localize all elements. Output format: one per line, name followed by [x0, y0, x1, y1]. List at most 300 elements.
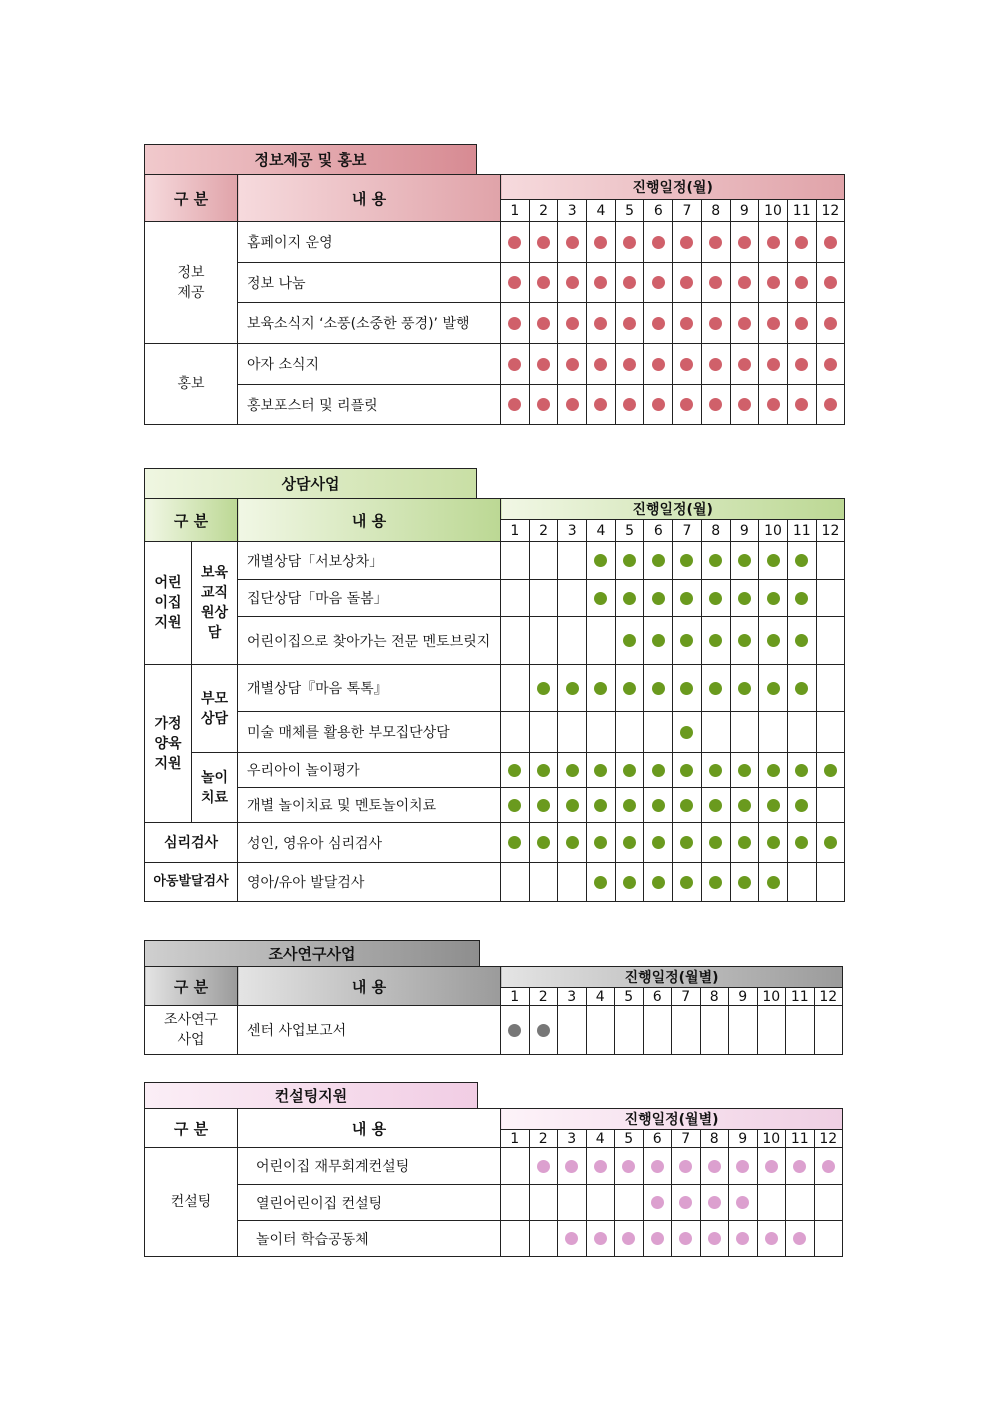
schedule-dot — [566, 358, 579, 371]
month-cell-2 — [529, 263, 558, 303]
month-cell-3 — [558, 753, 587, 788]
content-cell: 영아/유아 발달검사 — [238, 863, 501, 902]
schedule-header: 진행일정(월) — [501, 175, 845, 200]
section-title-text: 정보제공 및 홍보 — [254, 151, 367, 169]
month-cell-10 — [759, 542, 788, 580]
schedule-dot — [767, 836, 780, 849]
schedule-header: 진행일정(월별) — [501, 967, 843, 988]
month-cell-8 — [700, 1006, 729, 1055]
month-cell-1 — [501, 753, 530, 788]
month-cell-3 — [558, 263, 587, 303]
schedule-dot — [594, 799, 607, 812]
section-title — [144, 1082, 478, 1108]
month-cell-1 — [501, 1221, 530, 1257]
schedule-dot — [824, 317, 837, 330]
month-cell-8 — [701, 222, 730, 263]
schedule-dot — [709, 876, 722, 889]
schedule-dot — [680, 554, 693, 567]
month-cell-4 — [587, 712, 616, 753]
schedule-dot — [652, 276, 665, 289]
schedule-dot — [767, 554, 780, 567]
schedule-dot — [738, 236, 751, 249]
schedule-dot — [824, 398, 837, 411]
month-cell-7 — [673, 385, 702, 425]
month-cell-12 — [816, 385, 845, 425]
month-cell-11 — [786, 1006, 815, 1055]
schedule-dot — [594, 236, 607, 249]
category-cell — [145, 665, 192, 823]
section-title-text: 상담사업 — [281, 475, 340, 493]
month-header-4: 4 — [586, 988, 615, 1006]
month-header-9: 9 — [730, 200, 759, 222]
content-cell: 어린이집으로 찾아가는 전문 멘토브릿지 — [238, 617, 501, 665]
content-cell: 성인, 영유아 심리검사 — [238, 823, 501, 863]
month-cell-2 — [529, 863, 558, 902]
schedule-dot — [709, 799, 722, 812]
content-cell: 홈페이지 운영 — [238, 222, 501, 263]
schedule-dot — [824, 236, 837, 249]
schedule-dot — [680, 398, 693, 411]
month-cell-11 — [787, 303, 816, 344]
schedule-table — [144, 1108, 843, 1257]
schedule-dot — [824, 358, 837, 371]
month-header-8: 8 — [700, 988, 729, 1006]
month-header-11: 11 — [787, 200, 816, 222]
content-cell: 아자 소식지 — [238, 344, 501, 385]
month-header-9: 9 — [730, 520, 759, 542]
schedule-dot — [767, 799, 780, 812]
schedule-dot — [508, 398, 521, 411]
schedule-dot — [537, 682, 550, 695]
content-cell: 어린이집 재무회계컨설팅 — [238, 1148, 501, 1185]
month-cell-4 — [586, 1148, 615, 1185]
schedule-dot — [508, 317, 521, 330]
month-cell-4 — [587, 303, 616, 344]
month-cell-2 — [529, 303, 558, 344]
month-cell-6 — [643, 1185, 672, 1221]
category-label: 홍보 — [177, 376, 205, 392]
month-header-12: 12 — [816, 200, 845, 222]
month-cell-10 — [759, 263, 788, 303]
category-cell — [145, 344, 238, 425]
schedule-dot — [652, 236, 665, 249]
month-cell-8 — [701, 788, 730, 823]
schedule-dot — [594, 876, 607, 889]
schedule-dot — [594, 276, 607, 289]
schedule-dot — [508, 836, 521, 849]
month-cell-8 — [701, 542, 730, 580]
month-cell-5 — [615, 303, 644, 344]
schedule-dot — [709, 276, 722, 289]
month-header-4: 4 — [586, 1130, 615, 1148]
schedule-dot — [767, 682, 780, 695]
month-cell-2 — [529, 1221, 558, 1257]
month-cell-4 — [586, 1185, 615, 1221]
content-cell: 홍보포스터 및 리플릿 — [238, 385, 501, 425]
month-cell-11 — [786, 1185, 815, 1221]
schedule-dot — [738, 592, 751, 605]
month-header-5: 5 — [615, 520, 644, 542]
month-cell-9 — [730, 863, 759, 902]
schedule-dot — [623, 634, 636, 647]
month-cell-2 — [529, 1148, 558, 1185]
month-cell-3 — [558, 542, 587, 580]
schedule-dot — [765, 1232, 778, 1245]
month-cell-1 — [501, 617, 530, 665]
month-cell-9 — [730, 303, 759, 344]
month-header-3: 3 — [558, 1130, 587, 1148]
month-cell-9 — [730, 617, 759, 665]
month-cell-5 — [615, 222, 644, 263]
month-header-3: 3 — [558, 988, 587, 1006]
month-header-6: 6 — [644, 520, 673, 542]
month-header-8: 8 — [701, 520, 730, 542]
month-header-7: 7 — [672, 1130, 701, 1148]
schedule-dot — [652, 317, 665, 330]
month-cell-8 — [701, 580, 730, 617]
subcategory-cell — [192, 665, 238, 753]
month-cell-7 — [672, 1148, 701, 1185]
month-cell-11 — [787, 617, 816, 665]
month-cell-9 — [729, 1006, 758, 1055]
month-cell-6 — [643, 1006, 672, 1055]
schedule-dot — [795, 764, 808, 777]
schedule-dot — [680, 726, 693, 739]
month-cell-1 — [501, 344, 530, 385]
month-cell-11 — [787, 665, 816, 712]
month-cell-6 — [644, 542, 673, 580]
schedule-dot — [767, 764, 780, 777]
subcategory-label: 부모 상담 — [200, 690, 229, 727]
schedule-dot — [622, 1160, 635, 1173]
schedule-dot — [738, 876, 751, 889]
schedule-dot — [738, 836, 751, 849]
schedule-dot — [652, 554, 665, 567]
month-cell-3 — [558, 617, 587, 665]
month-cell-9 — [730, 823, 759, 863]
schedule-dot — [709, 554, 722, 567]
schedule-dot — [508, 358, 521, 371]
month-cell-10 — [759, 617, 788, 665]
month-cell-10 — [759, 303, 788, 344]
month-cell-5 — [615, 385, 644, 425]
schedule-dot — [594, 592, 607, 605]
month-cell-4 — [587, 617, 616, 665]
month-cell-2 — [529, 712, 558, 753]
month-header-2: 2 — [529, 520, 558, 542]
month-cell-4 — [587, 580, 616, 617]
schedule-dot — [795, 836, 808, 849]
content-cell: 센터 사업보고서 — [238, 1006, 501, 1055]
schedule-header: 진행일정(월) — [501, 499, 845, 520]
month-cell-1 — [501, 303, 530, 344]
month-cell-5 — [615, 712, 644, 753]
section-research — [144, 940, 843, 1055]
schedule-dot — [508, 1024, 521, 1037]
month-cell-11 — [786, 1221, 815, 1257]
month-cell-5 — [615, 753, 644, 788]
schedule-dot — [709, 358, 722, 371]
month-cell-6 — [644, 788, 673, 823]
month-cell-12 — [816, 753, 845, 788]
month-cell-12 — [816, 303, 845, 344]
month-cell-11 — [787, 542, 816, 580]
month-cell-3 — [558, 1221, 587, 1257]
month-cell-3 — [558, 580, 587, 617]
month-cell-8 — [701, 753, 730, 788]
category-cell — [145, 542, 192, 665]
month-cell-2 — [529, 222, 558, 263]
month-cell-8 — [700, 1221, 729, 1257]
month-header-1: 1 — [501, 520, 530, 542]
schedule-table — [144, 174, 845, 425]
month-cell-6 — [644, 344, 673, 385]
schedule-dot — [795, 317, 808, 330]
month-cell-5 — [615, 1185, 644, 1221]
schedule-dot — [623, 764, 636, 777]
month-cell-7 — [673, 617, 702, 665]
schedule-dot — [565, 1160, 578, 1173]
month-header-5: 5 — [615, 988, 644, 1006]
month-cell-10 — [759, 222, 788, 263]
schedule-dot — [566, 799, 579, 812]
month-cell-1 — [501, 385, 530, 425]
schedule-dot — [680, 876, 693, 889]
schedule-dot — [793, 1160, 806, 1173]
content-header: 내 용 — [238, 499, 501, 542]
schedule-dot — [738, 554, 751, 567]
month-cell-1 — [501, 788, 530, 823]
month-header-7: 7 — [673, 520, 702, 542]
schedule-dot — [795, 634, 808, 647]
month-cell-1 — [501, 1148, 530, 1185]
schedule-dot — [709, 764, 722, 777]
month-cell-10 — [759, 823, 788, 863]
schedule-dot — [537, 1024, 550, 1037]
month-cell-8 — [700, 1185, 729, 1221]
schedule-dot — [623, 682, 636, 695]
month-cell-5 — [615, 1006, 644, 1055]
category-cell — [145, 222, 238, 344]
month-header-11: 11 — [787, 520, 816, 542]
month-cell-12 — [816, 222, 845, 263]
month-cell-5 — [615, 788, 644, 823]
month-cell-6 — [643, 1221, 672, 1257]
schedule-dot — [565, 1232, 578, 1245]
month-cell-6 — [644, 303, 673, 344]
month-cell-8 — [701, 617, 730, 665]
month-cell-10 — [757, 1185, 786, 1221]
month-cell-9 — [730, 222, 759, 263]
month-cell-3 — [558, 823, 587, 863]
schedule-table — [144, 498, 845, 902]
schedule-dot — [537, 836, 550, 849]
month-cell-7 — [673, 788, 702, 823]
month-cell-3 — [558, 1185, 587, 1221]
schedule-dot — [795, 592, 808, 605]
content-cell: 개별 놀이치료 및 멘토놀이치료 — [238, 788, 501, 823]
month-header-11: 11 — [786, 1130, 815, 1148]
schedule-dot — [594, 1160, 607, 1173]
schedule-dot — [594, 317, 607, 330]
schedule-dot — [795, 358, 808, 371]
month-cell-2 — [529, 1006, 558, 1055]
month-cell-1 — [501, 823, 530, 863]
category-header: 구 분 — [145, 499, 238, 542]
month-cell-2 — [529, 823, 558, 863]
schedule-dot — [709, 236, 722, 249]
month-cell-3 — [558, 344, 587, 385]
month-cell-2 — [529, 385, 558, 425]
content-cell: 우리아이 놀이평가 — [238, 753, 501, 788]
month-cell-12 — [816, 788, 845, 823]
month-cell-11 — [787, 823, 816, 863]
schedule-dot — [652, 592, 665, 605]
month-cell-3 — [558, 665, 587, 712]
schedule-dot — [623, 276, 636, 289]
month-cell-12 — [814, 1185, 843, 1221]
schedule-dot — [680, 799, 693, 812]
month-cell-1 — [501, 222, 530, 263]
section-title-text: 조사연구사업 — [268, 945, 356, 963]
month-cell-2 — [529, 1185, 558, 1221]
month-header-9: 9 — [729, 1130, 758, 1148]
month-cell-9 — [729, 1185, 758, 1221]
content-cell: 개별상담『마음 톡톡』 — [238, 665, 501, 712]
month-cell-1 — [501, 580, 530, 617]
month-cell-7 — [673, 712, 702, 753]
schedule-dot — [680, 764, 693, 777]
month-cell-4 — [587, 344, 616, 385]
schedule-dot — [708, 1160, 721, 1173]
month-header-7: 7 — [673, 200, 702, 222]
month-cell-8 — [701, 665, 730, 712]
schedule-dot — [651, 1232, 664, 1245]
month-cell-7 — [673, 753, 702, 788]
schedule-dot — [709, 317, 722, 330]
month-cell-5 — [615, 1221, 644, 1257]
month-cell-12 — [816, 823, 845, 863]
category-cell: 심리검사 — [145, 823, 238, 863]
category-header: 구 분 — [145, 175, 238, 222]
month-cell-7 — [673, 863, 702, 902]
month-cell-11 — [787, 222, 816, 263]
month-cell-5 — [615, 263, 644, 303]
month-header-12: 12 — [814, 988, 843, 1006]
month-cell-9 — [729, 1221, 758, 1257]
month-cell-10 — [757, 1221, 786, 1257]
schedule-dot — [652, 398, 665, 411]
month-cell-5 — [615, 580, 644, 617]
month-cell-7 — [673, 263, 702, 303]
month-cell-6 — [644, 385, 673, 425]
schedule-dot — [537, 398, 550, 411]
month-cell-1 — [501, 712, 530, 753]
month-cell-7 — [673, 542, 702, 580]
schedule-dot — [594, 764, 607, 777]
month-cell-12 — [814, 1148, 843, 1185]
schedule-dot — [680, 836, 693, 849]
month-header-10: 10 — [757, 1130, 786, 1148]
month-cell-10 — [759, 344, 788, 385]
month-cell-6 — [644, 712, 673, 753]
month-header-4: 4 — [587, 200, 616, 222]
schedule-dot — [736, 1196, 749, 1209]
month-cell-5 — [615, 665, 644, 712]
month-cell-8 — [701, 863, 730, 902]
month-cell-9 — [730, 344, 759, 385]
category-label: 정보 제공 — [177, 264, 205, 301]
category-cell — [145, 1006, 238, 1055]
month-cell-4 — [587, 665, 616, 712]
month-header-2: 2 — [529, 200, 558, 222]
schedule-dot — [709, 634, 722, 647]
month-header-6: 6 — [644, 200, 673, 222]
schedule-header: 진행일정(월별) — [501, 1109, 843, 1130]
month-header-5: 5 — [615, 1130, 644, 1148]
month-cell-10 — [757, 1148, 786, 1185]
month-header-12: 12 — [816, 520, 845, 542]
schedule-dot — [566, 317, 579, 330]
schedule-dot — [709, 682, 722, 695]
schedule-dot — [680, 317, 693, 330]
schedule-dot — [822, 1160, 835, 1173]
month-cell-7 — [672, 1006, 701, 1055]
month-header-8: 8 — [701, 200, 730, 222]
month-cell-12 — [816, 580, 845, 617]
month-cell-7 — [672, 1185, 701, 1221]
month-cell-5 — [615, 823, 644, 863]
schedule-dot — [566, 398, 579, 411]
schedule-dot — [767, 634, 780, 647]
schedule-dot — [508, 799, 521, 812]
schedule-dot — [652, 634, 665, 647]
month-cell-6 — [643, 1148, 672, 1185]
month-cell-11 — [787, 753, 816, 788]
month-cell-4 — [587, 542, 616, 580]
content-cell: 집단상담「마음 돌봄」 — [238, 580, 501, 617]
month-cell-4 — [586, 1221, 615, 1257]
schedule-dot — [652, 764, 665, 777]
schedule-dot — [623, 592, 636, 605]
month-cell-7 — [673, 580, 702, 617]
schedule-dot — [566, 276, 579, 289]
category-label: 가정 양육 지원 — [154, 715, 182, 772]
content-cell: 놀이터 학습공동체 — [238, 1221, 501, 1257]
schedule-dot — [680, 236, 693, 249]
section-title — [144, 940, 480, 966]
schedule-dot — [679, 1196, 692, 1209]
schedule-dot — [824, 836, 837, 849]
month-cell-12 — [814, 1221, 843, 1257]
month-cell-4 — [587, 385, 616, 425]
month-cell-2 — [529, 788, 558, 823]
schedule-dot — [508, 764, 521, 777]
content-cell: 보육소식지 ‘소풍(소중한 풍경)’ 발행 — [238, 303, 501, 344]
category-header: 구 분 — [145, 967, 238, 1006]
schedule-dot — [566, 682, 579, 695]
month-cell-2 — [529, 753, 558, 788]
schedule-dot — [767, 236, 780, 249]
month-cell-6 — [644, 222, 673, 263]
month-cell-3 — [558, 863, 587, 902]
schedule-dot — [793, 1232, 806, 1245]
month-cell-5 — [615, 617, 644, 665]
month-cell-8 — [701, 344, 730, 385]
month-cell-4 — [587, 222, 616, 263]
schedule-dot — [709, 592, 722, 605]
schedule-dot — [738, 799, 751, 812]
